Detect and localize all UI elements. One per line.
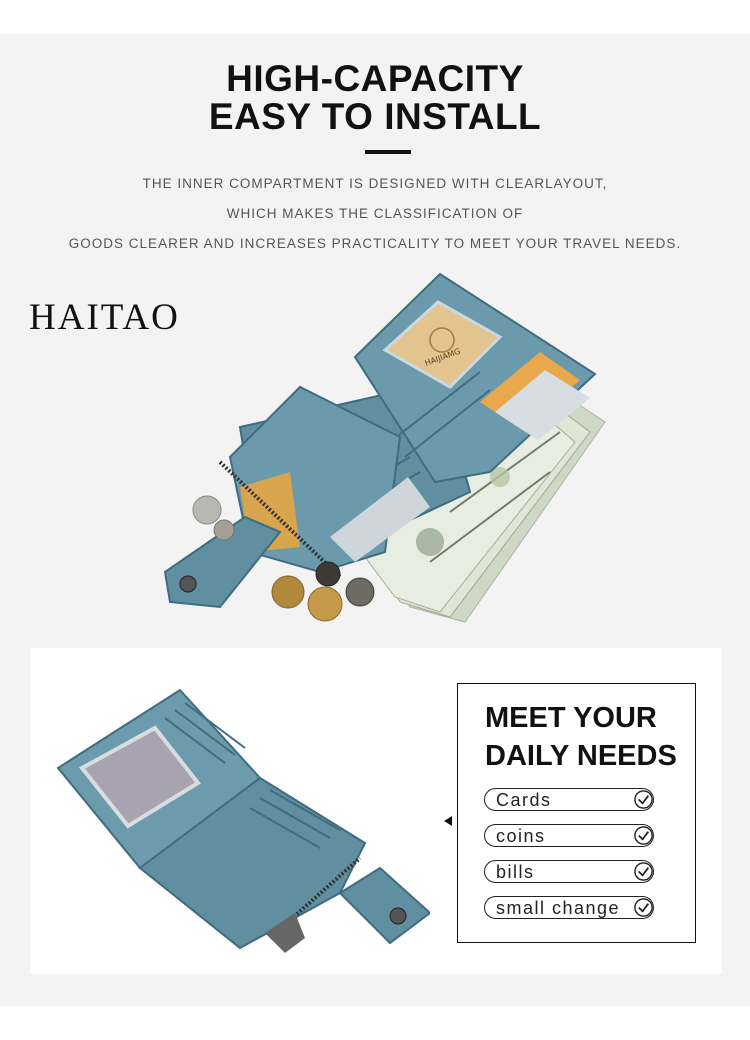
description-line-2: WHICH MAKES THE CLASSIFICATION OF (226, 206, 524, 221)
daily-needs-card (30, 648, 722, 974)
snap-button (180, 576, 196, 592)
snap-tab (340, 868, 430, 943)
need-item-label: Cards (496, 790, 552, 810)
need-item-coins (484, 824, 654, 847)
need-item-cards (484, 788, 654, 811)
needs-title-line-2: DAILY NEEDS (485, 740, 677, 772)
snap-button (390, 908, 406, 924)
need-item-label: bills (496, 862, 535, 882)
wallet-closed-photo (50, 668, 430, 958)
need-item-small-change (484, 896, 654, 919)
description-line-3: GOODS CLEARER AND INCREASES PRACTICALITY TO MEET YOUR TRAVEL NEEDS. (68, 236, 682, 251)
need-item-bills (484, 860, 654, 883)
needs-box (457, 683, 696, 943)
check-circle-icon (633, 825, 654, 846)
need-item-label: small change (496, 898, 621, 918)
check-circle-icon (633, 897, 654, 918)
check-circle-icon (633, 789, 654, 810)
brand-logo: HAITAO (29, 297, 180, 338)
card-inner-text: HAIJIAMG (423, 346, 462, 368)
pointer-arrow (444, 816, 452, 826)
description-line-1: THE INNER COMPARTMENT IS DESIGNED WITH CLEARLAYOUT, (142, 176, 608, 191)
open-wallet-photo (150, 262, 610, 632)
check-circle-icon (633, 861, 654, 882)
heading-line-2: EASY TO INSTALL (208, 96, 542, 137)
heading-divider (365, 150, 411, 154)
needs-title-line-1: MEET YOUR (485, 702, 657, 734)
need-item-label: coins (496, 826, 546, 846)
heading-line-1: HIGH-CAPACITY (226, 58, 524, 99)
